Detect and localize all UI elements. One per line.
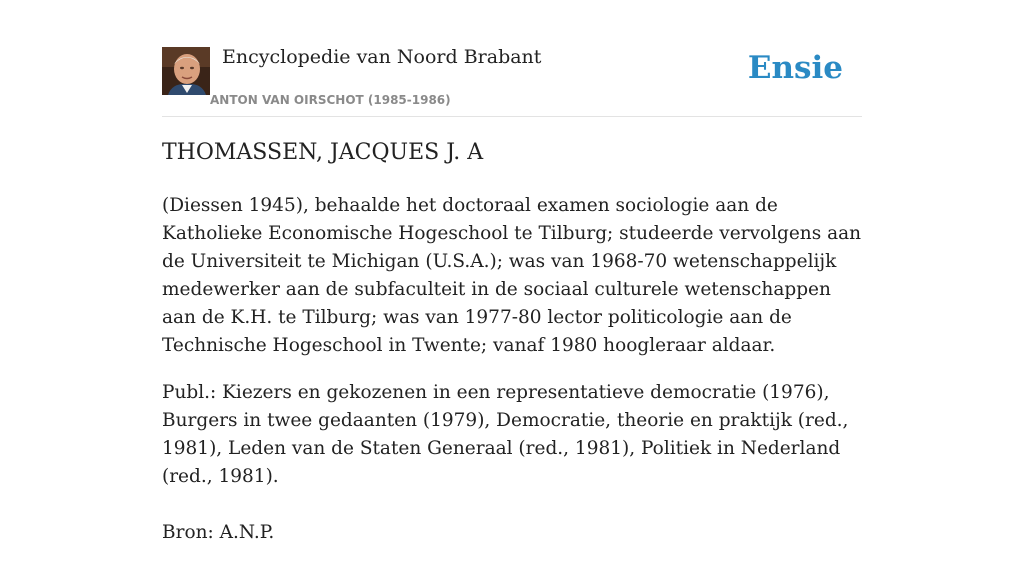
author-name[interactable]: ANTON VAN OIRSCHOT (1985-1986) (210, 93, 451, 107)
article-paragraph-publications: Publ.: Kiezers en gekozenen in een representatieve democratie (1976), Burgers in twee gedaanten (1979), Democratie, theorie en praktijk (red., 1981), Leden van de Staten Generaal (red., 1981), Politiek in Nederland (red., 1981). (162, 382, 849, 487)
author-avatar[interactable] (162, 47, 210, 95)
article-paragraph-bio: (Diessen 1945), behaalde het doctoraal examen sociologie aan de Katholieke Economische Hogeschool te Tilburg; studeerde vervolgens aan de Universiteit te Michigan (U.S.A.); was van 1968-70 wetenschappelijk medewerker aan de subfaculteit in de sociaal culturele wetenschappen aan de K.H. te Tilburg; was van 1977-80 lector politicologie aan de Technische Hogeschool in Twente; vanaf 1980 hoogleraar aldaar. (162, 195, 862, 356)
source-title[interactable]: Encyclopedie van Noord Brabant (222, 46, 542, 68)
portrait-icon (162, 47, 210, 95)
header (162, 0, 862, 117)
article-paragraph-source: Bron: A.N.P. (162, 522, 275, 543)
content-column (162, 0, 862, 543)
article-body (162, 192, 862, 566)
entry-title: THOMASSEN, JACQUES J. A (162, 140, 484, 165)
ensie-logo[interactable]: Ensie (747, 50, 843, 86)
